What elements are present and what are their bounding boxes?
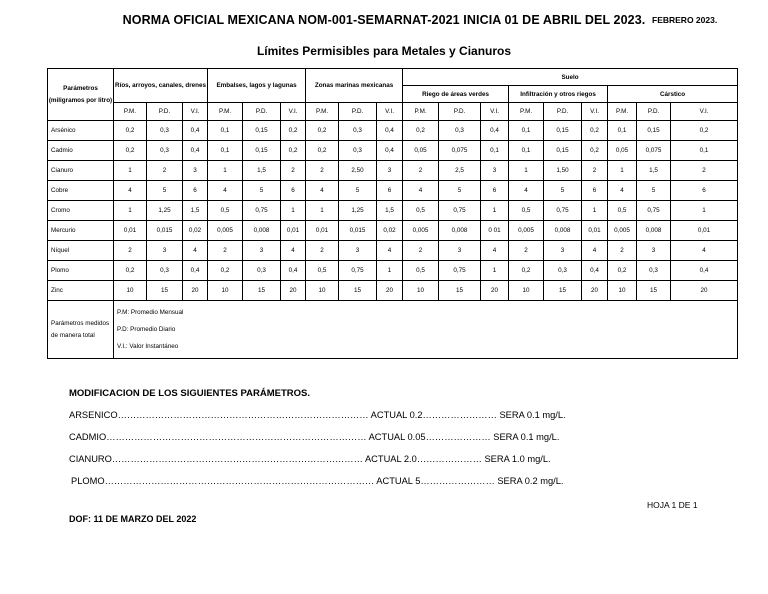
value-cell: 10: [509, 281, 544, 301]
value-cell: 1: [377, 261, 403, 281]
group-zonas: Zonas marinas mexicanas: [306, 69, 403, 103]
table-row: [48, 221, 738, 241]
value-cell: 0 01: [481, 221, 509, 241]
value-cell: 3: [439, 241, 481, 261]
mod-name: CADMIO: [69, 432, 107, 442]
note-vi: V.I.: Valor Instantáneo: [117, 343, 179, 350]
value-cell: 15: [339, 281, 377, 301]
value-cell: 0,4: [671, 261, 738, 281]
limits-table: [47, 68, 738, 359]
param-name: Zinc: [48, 281, 114, 301]
value-cell: 0,1: [671, 141, 738, 161]
value-cell: 0,4: [377, 121, 403, 141]
value-cell: 2: [281, 161, 306, 181]
table-row: [48, 281, 738, 301]
value-cell: 3: [339, 241, 377, 261]
table-row: [48, 261, 738, 281]
group-carstico: Cárstico: [608, 86, 738, 103]
value-cell: 0,3: [147, 141, 183, 161]
value-cell: 1,25: [339, 201, 377, 221]
value-cell: 1: [509, 161, 544, 181]
table-row: [48, 201, 738, 221]
value-cell: 0,008: [544, 221, 582, 241]
value-cell: 1: [671, 201, 738, 221]
value-cell: 0,005: [608, 221, 637, 241]
value-cell: 0,1: [608, 121, 637, 141]
value-cell: 4: [183, 241, 208, 261]
modifications-title: MODIFICACION DE LOS SIGUIENTES PARÁMETROS.: [69, 388, 311, 399]
group-suelo: Suelo: [403, 69, 738, 86]
subheader-cell: P.D.: [439, 103, 481, 121]
mod-name: ARSENICO: [69, 410, 118, 420]
table-row: [48, 241, 738, 261]
value-cell: 4: [403, 181, 439, 201]
subheader-cell: P.D.: [339, 103, 377, 121]
value-cell: 0,5: [403, 201, 439, 221]
param-name: Mercurio: [48, 221, 114, 241]
mod-actual: ACTUAL 0.2: [370, 410, 423, 420]
mod-actual: ACTUAL 2.0: [364, 454, 417, 464]
subheader-cell: V.I.: [281, 103, 306, 121]
value-cell: 10: [114, 281, 147, 301]
value-cell: 0,5: [608, 201, 637, 221]
value-cell: 10: [208, 281, 243, 301]
value-cell: 2: [114, 241, 147, 261]
value-cell: 0,5: [208, 201, 243, 221]
value-cell: 1: [281, 201, 306, 221]
value-cell: 0,4: [582, 261, 608, 281]
value-cell: 10: [403, 281, 439, 301]
page-number: HOJA 1 DE 1: [647, 500, 698, 510]
mod-sera: SERA 0.1 mg/L.: [499, 410, 566, 420]
value-cell: 15: [243, 281, 281, 301]
value-cell: 0,008: [637, 221, 671, 241]
value-cell: 1: [481, 261, 509, 281]
value-cell: 0,1: [208, 121, 243, 141]
value-cell: 0,02: [183, 221, 208, 241]
value-cell: 2: [403, 161, 439, 181]
value-cell: 0,1: [509, 141, 544, 161]
mod-sera: SERA 0.2 mg/L.: [497, 476, 564, 486]
value-cell: 0,05: [403, 141, 439, 161]
value-cell: 4: [481, 241, 509, 261]
value-cell: 0,2: [114, 141, 147, 161]
abbreviation-notes: [114, 301, 738, 359]
table-title: Límites Permisibles para Metales y Cianuros: [256, 44, 512, 58]
subheader-cell: V.I.: [481, 103, 509, 121]
value-cell: 0,5: [403, 261, 439, 281]
value-cell: 0,75: [439, 261, 481, 281]
table-row: [48, 181, 738, 201]
value-cell: 1: [114, 161, 147, 181]
mod-sera: SERA 1.0 mg/L.: [484, 454, 551, 464]
value-cell: 1,5: [637, 161, 671, 181]
group-rios: Ríos, arroyos, canales, drenes: [114, 69, 208, 103]
value-cell: 20: [481, 281, 509, 301]
value-cell: 2,5: [439, 161, 481, 181]
value-cell: 2: [608, 241, 637, 261]
value-cell: 15: [544, 281, 582, 301]
value-cell: 0,2: [281, 121, 306, 141]
value-cell: 3: [147, 241, 183, 261]
value-cell: 0,01: [582, 221, 608, 241]
table-body: [48, 121, 738, 359]
value-cell: 5: [339, 181, 377, 201]
value-cell: 0,2: [671, 121, 738, 141]
value-cell: 2: [306, 161, 339, 181]
subheader-cell: P.M.: [509, 103, 544, 121]
value-cell: 4: [281, 241, 306, 261]
value-cell: 0,15: [544, 141, 582, 161]
value-cell: 0,3: [147, 261, 183, 281]
value-cell: 15: [637, 281, 671, 301]
value-cell: 0,008: [243, 221, 281, 241]
value-cell: 1: [608, 161, 637, 181]
value-cell: 0,2: [582, 121, 608, 141]
value-cell: 0,005: [403, 221, 439, 241]
subheader-row: [48, 103, 738, 121]
value-cell: 0,4: [281, 261, 306, 281]
subheader-cell: P.D.: [637, 103, 671, 121]
mod-sera: SERA 0.1 mg/L.: [493, 432, 560, 442]
param-name: Cromo: [48, 201, 114, 221]
value-cell: 0,3: [339, 121, 377, 141]
value-cell: 10: [608, 281, 637, 301]
value-cell: 6: [281, 181, 306, 201]
value-cell: 1: [114, 201, 147, 221]
value-cell: 0,008: [439, 221, 481, 241]
value-cell: 4: [208, 181, 243, 201]
value-cell: 1: [306, 201, 339, 221]
value-cell: 0,075: [637, 141, 671, 161]
param-name: Plomo: [48, 261, 114, 281]
document-title: NORMA OFICIAL MEXICANA NOM-001-SEMARNAT-2021 INICIA 01 DE ABRIL DEL 2023.: [122, 13, 646, 27]
param-name: Cobre: [48, 181, 114, 201]
subheader-cell: V.I.: [377, 103, 403, 121]
group-riego: Riego de áreas verdes: [403, 86, 509, 103]
group-infiltracion: Infiltración y otros riegos: [509, 86, 608, 103]
subheader-cell: P.M.: [608, 103, 637, 121]
value-cell: 4: [114, 181, 147, 201]
value-cell: 0,4: [183, 141, 208, 161]
value-cell: 0,2: [403, 121, 439, 141]
value-cell: 0,5: [306, 261, 339, 281]
value-cell: 1,25: [147, 201, 183, 221]
value-cell: 5: [439, 181, 481, 201]
subheader-cell: P.M.: [114, 103, 147, 121]
value-cell: 0,3: [544, 261, 582, 281]
param-header: Parámetros (miligramos por litro): [48, 69, 114, 121]
value-cell: 0,75: [243, 201, 281, 221]
param-name: Cianuro: [48, 161, 114, 181]
value-cell: 0,005: [509, 221, 544, 241]
value-cell: 20: [582, 281, 608, 301]
value-cell: 4: [608, 181, 637, 201]
value-cell: 2: [306, 241, 339, 261]
value-cell: 0,075: [439, 141, 481, 161]
value-cell: 3: [481, 161, 509, 181]
table-row: [48, 141, 738, 161]
value-cell: 2,50: [339, 161, 377, 181]
dof-date: DOF: 11 DE MARZO DEL 2022: [69, 514, 197, 524]
document-date: FEBRERO 2023.: [652, 15, 718, 25]
modification-arsenico: ARSENICO……………………………………………………………………… ACTUAL 0.2…………………… SERA 0.1 mg/L.: [69, 410, 566, 420]
value-cell: 10: [306, 281, 339, 301]
value-cell: 20: [377, 281, 403, 301]
value-cell: 0,01: [306, 221, 339, 241]
value-cell: 0,2: [306, 121, 339, 141]
subheader-cell: V.I.: [671, 103, 738, 121]
value-cell: 3: [377, 161, 403, 181]
value-cell: 0,75: [637, 201, 671, 221]
value-cell: 2: [208, 241, 243, 261]
value-cell: 0,1: [481, 141, 509, 161]
group-embalses: Embalses, lagos y lagunas: [208, 69, 306, 103]
value-cell: 0,2: [509, 261, 544, 281]
value-cell: 4: [582, 241, 608, 261]
value-cell: 6: [377, 181, 403, 201]
modification-plomo: PLOMO…………………………………………………………………………… ACTUAL 5…………………… SERA 0.2 mg/L.: [71, 476, 564, 486]
value-cell: 2: [582, 161, 608, 181]
table-row: [48, 121, 738, 141]
value-cell: 3: [243, 241, 281, 261]
value-cell: 0,2: [114, 121, 147, 141]
value-cell: 0,01: [671, 221, 738, 241]
value-cell: 0,3: [147, 121, 183, 141]
value-cell: 0,2: [208, 261, 243, 281]
value-cell: 6: [582, 181, 608, 201]
value-cell: 1,5: [243, 161, 281, 181]
value-cell: 0,15: [637, 121, 671, 141]
subheader-cell: P.D.: [147, 103, 183, 121]
value-cell: 1,5: [183, 201, 208, 221]
modification-cianuro: CIANURO……………………………………………………………………… ACTUAL 2.0………………… SERA 1.0 mg/L.: [69, 454, 551, 464]
value-cell: 4: [509, 181, 544, 201]
value-cell: 0,2: [114, 261, 147, 281]
value-cell: 15: [439, 281, 481, 301]
value-cell: 0,015: [339, 221, 377, 241]
value-cell: 0,15: [243, 121, 281, 141]
value-cell: 0,75: [544, 201, 582, 221]
value-cell: 3: [183, 161, 208, 181]
modification-cadmio: CADMIO………………………………………………………………………… ACTUAL 0.05………………… SERA 0.1 mg/L.: [69, 432, 560, 442]
value-cell: 0,1: [509, 121, 544, 141]
value-cell: 0,01: [281, 221, 306, 241]
value-cell: 15: [147, 281, 183, 301]
value-cell: 5: [637, 181, 671, 201]
value-cell: 0,3: [637, 261, 671, 281]
value-cell: 0,01: [114, 221, 147, 241]
value-cell: 0,15: [243, 141, 281, 161]
value-cell: 0,3: [243, 261, 281, 281]
note-pd: P.D: Promedio Diario: [117, 326, 176, 333]
value-cell: 0,1: [208, 141, 243, 161]
param-name: Níquel: [48, 241, 114, 261]
value-cell: 0,4: [183, 121, 208, 141]
value-cell: 20: [281, 281, 306, 301]
subheader-cell: P.M.: [403, 103, 439, 121]
value-cell: 0,02: [377, 221, 403, 241]
subheader-cell: V.I.: [183, 103, 208, 121]
value-cell: 20: [183, 281, 208, 301]
subheader-cell: P.M.: [306, 103, 339, 121]
value-cell: 0,2: [608, 261, 637, 281]
value-cell: 2: [509, 241, 544, 261]
value-cell: 5: [544, 181, 582, 201]
value-cell: 3: [544, 241, 582, 261]
value-cell: 2: [147, 161, 183, 181]
value-cell: 0,75: [339, 261, 377, 281]
value-cell: 0,3: [439, 121, 481, 141]
value-cell: 4: [377, 241, 403, 261]
value-cell: 4: [671, 241, 738, 261]
param-name: Arsénico: [48, 121, 114, 141]
value-cell: 4: [306, 181, 339, 201]
value-cell: 0,15: [544, 121, 582, 141]
value-cell: 0,005: [208, 221, 243, 241]
mod-actual: ACTUAL 0.05: [368, 432, 426, 442]
value-cell: 5: [147, 181, 183, 201]
value-cell: 2: [403, 241, 439, 261]
subheader-cell: P.M.: [208, 103, 243, 121]
value-cell: 1,50: [544, 161, 582, 181]
value-cell: 1: [481, 201, 509, 221]
value-cell: 0,4: [481, 121, 509, 141]
value-cell: 6: [183, 181, 208, 201]
value-cell: 6: [671, 181, 738, 201]
value-cell: 20: [671, 281, 738, 301]
value-cell: 5: [243, 181, 281, 201]
table-row: [48, 161, 738, 181]
value-cell: 2: [671, 161, 738, 181]
value-cell: 0,3: [339, 141, 377, 161]
value-cell: 0,4: [377, 141, 403, 161]
measured-label: Parámetros medidos de manera total: [48, 301, 114, 359]
value-cell: 1,5: [377, 201, 403, 221]
subheader-cell: P.D.: [544, 103, 582, 121]
value-cell: 3: [637, 241, 671, 261]
value-cell: 0,015: [147, 221, 183, 241]
value-cell: 6: [481, 181, 509, 201]
value-cell: 1: [208, 161, 243, 181]
value-cell: 0,75: [439, 201, 481, 221]
subheader-cell: V.I.: [582, 103, 608, 121]
mod-name: PLOMO: [71, 476, 105, 486]
param-name: Cadmio: [48, 141, 114, 161]
note-pm: P.M: Promedio Mensual: [117, 309, 184, 316]
value-cell: 0,2: [582, 141, 608, 161]
mod-name: CIANURO: [69, 454, 112, 464]
value-cell: 0,4: [183, 261, 208, 281]
subheader-cell: P.D.: [243, 103, 281, 121]
value-cell: 0,2: [306, 141, 339, 161]
value-cell: 1: [582, 201, 608, 221]
value-cell: 0,5: [509, 201, 544, 221]
value-cell: 0,2: [281, 141, 306, 161]
mod-actual: ACTUAL 5: [376, 476, 421, 486]
value-cell: 0,05: [608, 141, 637, 161]
